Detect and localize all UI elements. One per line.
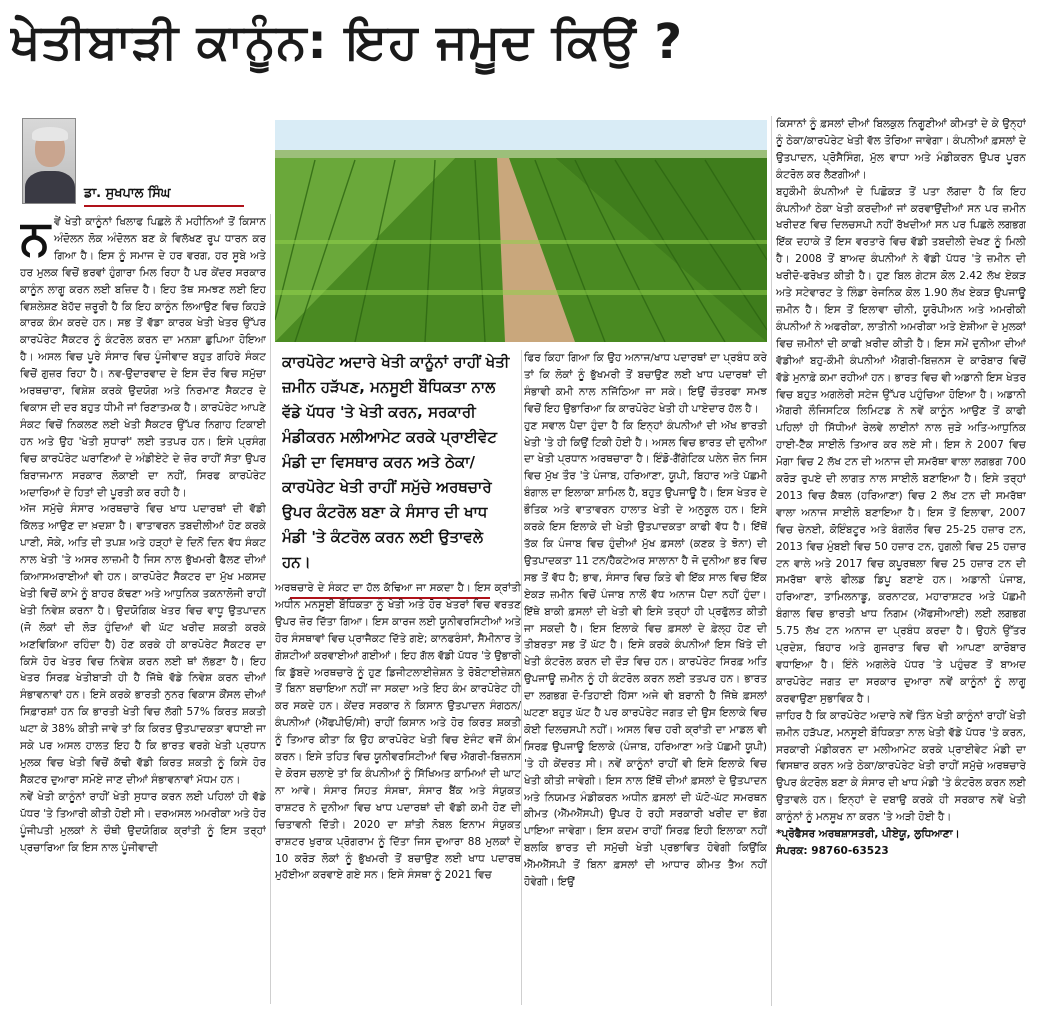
column-divider [270, 214, 271, 1004]
article-column-1 [20, 214, 266, 1004]
paragraph: ਨਵੇਂ ਖੇਤੀ ਕਾਨੂੰਨਾਂ ਰਾਹੀਂ ਖੇਤੀ ਸੁਧਾਰ ਕਰਨ ਲਈ ਪਹਿਲਾਂ ਹੀ ਵੱਡੇ ਪੱਧਰ 'ਤੇ ਤਿਆਰੀ ਕੀਤੀ ਹੋਈ ਸੀ। ਦਰਅਸਲ ਅਮਰੀਕਾ ਅਤੇ ਹੋਰ ਪੂੰਜੀਪਤੀ ਮੁਲਕਾਂ ਨੇ ਚੌਥੀ ਉਦਯੋਗਿਕ ਕ੍ਰਾਂਤੀ ਨੂੰ ਇਸ ਤਰ੍ਹਾਂ ਪ੍ਰਚਾਰਿਆ ਕਿ ਇਸ ਨਾਲ ਪੂੰਜੀਵਾਦੀ [20, 790, 266, 854]
drop-cap: ਨ [20, 214, 51, 266]
author-affiliation: *ਪ੍ਰੋਫੈਸਰ ਅਰਥਸ਼ਾਸਤਰੀ, ਪੀਏਯੂ, ਲੁਧਿਆਣਾ। [776, 828, 960, 841]
headline: ਖੇਤੀਬਾੜੀ ਕਾਨੂੰਨ: ਇਹ ਜਮੂਦ ਕਿਉਂ ? [10, 14, 684, 70]
paragraph: ਅਰਥਚਾਰੇ ਦੇ ਸੰਕਟ ਦਾ ਹੱਲ ਕੱਢਿਆ ਜਾ ਸਕਦਾ ਹੈ। ਇਸ ਕ੍ਰਾਂਤੀ ਅਧੀਨ ਮਨਸੂਈ ਬੌਧਿਕਤਾ ਨੂੰ ਖੇਤੀ ਅਤੇ ਹੋਰ ਖੇਤਰਾਂ ਵਿਚ ਵਰਤਣ ਉਪਰ ਜ਼ੋਰ ਦਿੱਤਾ ਗਿਆ। ਇਸ ਕਾਰਜ ਲਈ ਯੂਨੀਵਰਸਿਟੀਆਂ ਅਤੇ ਹੋਰ ਸੰਸਥਾਵਾਂ ਵਿਚ ਪ੍ਰਾਜੈਕਟ ਦਿੱਤੇ ਗਏ; ਕਾਨਫਰੰਸਾਂ, ਸੈਮੀਨਾਰ ਤੇ ਗੋਸ਼ਟੀਆਂ ਕਰਵਾਈਆਂ ਗਈਆਂ। ਇਹ ਗੱਲ ਵੱਡੀ ਪੱਧਰ 'ਤੇ ਉਭਾਰੀ ਕਿ ਡੁੱਬਦੇ ਅਰਥਚਾਰੇ ਨੂੰ ਹੁਣ ਡਿਜੀਟਲਾਈਜ਼ੇਸ਼ਨ ਤੇ ਰੋਬੋਟਾਈਜ਼ੇਸ਼ਨ ਤੋਂ ਬਿਨਾ ਬਚਾਇਆ ਨਹੀਂ ਜਾ ਸਕਦਾ ਅਤੇ ਇਹ ਕੰਮ ਕਾਰਪੋਰੇਟ ਹੀ ਕਰ ਸਕਦੇ ਹਨ। ਕੇਂਦਰ ਸਰਕਾਰ ਨੇ ਕਿਸਾਨ ਉਤਪਾਦਨ ਸੰਗਠਨ/ਕੰਪਨੀਆਂ (ਐੱਫਪੀਓ/ਸੀ) ਰਾਹੀਂ ਕਿਸਾਨ ਅਤੇ ਹੋਰ ਕਿਰਤ ਸ਼ਕਤੀ ਨੂੰ ਤਿਆਰ ਕੀਤਾ ਕਿ ਉਹ ਕਾਰਪੋਰੇਟ ਖੇਤੀ ਵਿਚ ਏਜੰਟ ਵਜੋਂ ਕੰਮ ਕਰਨ। ਇਸੇ ਤਹਿਤ ਵਿਚ ਯੂਨੀਵਰਸਿਟੀਆਂ ਵਿਚ ਐਗਰੀ-ਬਿਜ਼ਨਸ ਦੇ ਕੋਰਸ ਚਲਾਏ ਤਾਂ ਕਿ ਕੰਪਨੀਆਂ ਨੂੰ ਸਿੱਖਿਅਤ ਕਾਮਿਆਂ ਦੀ ਘਾਟ ਨਾ ਆਵੇ। ਸੰਸਾਰ ਸਿਹਤ ਸੰਸਥਾ, ਸੰਸਾਰ ਬੈਂਕ ਅਤੇ ਸੰਯੁਕਤ ਰਾਸ਼ਟਰ ਨੇ ਦੁਨੀਆ ਵਿਚ ਖਾਧ ਪਦਾਰਥਾਂ ਦੀ ਵੱਡੀ ਕਮੀ ਹੋਣ ਦੀ ਚਿਤਾਵਨੀ ਦਿੱਤੀ। 2020 ਦਾ ਸ਼ਾਂਤੀ ਨੋਬਲ ਇਨਾਮ ਸੰਯੁਕਤ ਰਾਸ਼ਟਰ ਖੁਰਾਕ ਪ੍ਰੋਗਰਾਮ ਨੂੰ ਦਿੱਤਾ ਜਿਸ ਦੁਆਰਾ 88 ਮੁਲਕਾਂ ਦੇ 10 ਕਰੋੜ ਲੋਕਾਂ ਨੂੰ ਭੁੱਖਮਰੀ ਤੋਂ ਬਚਾਉਣ ਲਈ ਖਾਧ ਪਦਾਰਥ ਮੁਹੱਈਆ ਕਰਵਾਏ ਗਏ ਸਨ। ਇਸੇ ਸੰਸਥਾ ਨੂੰ 2021 ਵਿਚ [275, 582, 521, 882]
paragraph: ਅੱਜ ਸਮੁੱਚੇ ਸੰਸਾਰ ਅਰਥਚਾਰੇ ਵਿਚ ਖਾਧ ਪਦਾਰਥਾਂ ਦੀ ਵੱਡੀ ਕਿੱਲਤ ਆਉਣ ਦਾ ਖ਼ਦਸ਼ਾ ਹੈ। ਵਾਤਾਵਰਨ ਤਬਦੀਲੀਆਂ ਹੋਣ ਕਰਕੇ ਪਾਣੀ, ਸੋਕੇ, ਅਤਿ ਦੀ ਤਪਸ਼ ਅਤੇ ਹੜ੍ਹਾਂ ਦੇ ਦਿਨੋਂ ਦਿਨ ਵੱਧ ਸੰਕਟ ਨਾਲ ਖੇਤੀ 'ਤੇ ਅਸਰ ਲਾਜ਼ਮੀ ਹੈ ਜਿਸ ਨਾਲ ਭੁੱਖਮਰੀ ਫੈਲਣ ਦੀਆਂ ਕਿਆਸਅਰਾਈਆਂ ਵੀ ਹਨ। ਕਾਰਪੋਰੇਟ ਸੈਕਟਰ ਦਾ ਮੁੱਖ ਮਕਸਦ ਖੇਤੀ ਵਿਚੋਂ ਕਾਮੇ ਨੂੰ ਬਾਹਰ ਕੱਢਣਾ ਅਤੇ ਆਧੁਨਿਕ ਤਕਨਾਲੋਜੀ ਰਾਹੀਂ ਖੇਤੀ ਨਿਵੇਸ਼ ਕਰਨਾ ਹੈ। ਉਦਯੋਗਿਕ ਖੇਤਰ ਵਿਚ ਵਾਧੂ ਉਤਪਾਦਨ (ਜੋ ਲੋਕਾਂ ਦੀ ਲੋੜ ਹੁੰਦਿਆਂ ਵੀ ਘੱਟ ਖਰੀਦ ਸ਼ਕਤੀ ਕਰਕੇ ਅਣਵਿਕਿਆ ਰਹਿੰਦਾ ਹੈ) ਹੋਣ ਕਰਕੇ ਹੀ ਕਾਰਪੋਰੇਟ ਸੈਕਟਰ ਦਾ ਕਿਸੇ ਹੋਰ ਖੇਤਰ ਵਿਚ ਨਿਵੇਸ਼ ਕਰਨ ਲਈ ਥਾਂ ਲੱਭਣਾ ਹੈ। ਇਹ ਖੇਤਰ ਸਿਰਫ਼ ਖੇਤੀਬਾੜੀ ਹੀ ਹੈ ਜਿੱਥੇ ਵੱਡੇ ਨਿਵੇਸ਼ ਕਰਨ ਦੀਆਂ ਸੰਭਾਵਨਾਵਾਂ ਹਨ। ਇਸੇ ਕਰਕੇ ਭਾਰਤੀ ਨੁਨਰ ਵਿਕਾਸ ਕੌਂਸਲ ਦੀਆਂ ਸਿਫ਼ਾਰਸ਼ਾਂ ਹਨ ਕਿ ਭਾਰਤੀ ਖੇਤੀ ਵਿਚ ਲੱਗੀ 57% ਕਿਰਤ ਸ਼ਕਤੀ ਘਟਾ ਕੇ 38% ਕੀਤੀ ਜਾਵੇ ਤਾਂ ਕਿ ਕਿਰਤ ਉਤਪਾਦਕਤਾ ਵਧਾਈ ਜਾ ਸਕੇ ਪਰ ਅਸਲ ਹਾਲਤ ਇਹ ਹੈ ਕਿ ਭਾਰਤ ਵਰਗੇ ਖੇਤੀ ਪ੍ਰਧਾਨ ਮੁਲਕ ਵਿਚ ਖੇਤੀ ਵਿਚੋਂ ਕੱਢੀ ਵੱਡੀ ਕਿਰਤ ਸ਼ਕਤੀ ਨੂੰ ਕਿਸੇ ਹੋਰ ਸੈਕਟਰ ਦੁਆਰਾ ਸਮੋਏ ਜਾਣ ਦੀਆਂ ਸੰਭਾਵਨਾਵਾਂ ਮੱਧਮ ਹਨ। [20, 503, 266, 786]
article-column-4 [776, 116, 1026, 1006]
column-divider [771, 116, 772, 1006]
paragraph: ਫਿਰ ਕਿਹਾ ਗਿਆ ਕਿ ਉਹ ਅਨਾਜ/ਖਾਧ ਪਦਾਰਥਾਂ ਦਾ ਪ੍ਰਬੰਧ ਕਰੇ ਤਾਂ ਕਿ ਲੋਕਾਂ ਨੂੰ ਭੁੱਖਮਰੀ ਤੋਂ ਬਚਾਉਣ ਲਈ ਖਾਧ ਪਦਾਰਥਾਂ ਦੀ ਸੰਭਾਵੀ ਕਮੀ ਨਾਲ ਨਜਿੱਠਿਆ ਜਾ ਸਕੇ। ਇਉਂ ਚੌਤਰਫਾ ਸਮਝ ਵਿਚੋਂ ਇਹ ਉਭਾਰਿਆ ਕਿ ਕਾਰਪੋਰੇਟ ਖੇਤੀ ਹੀ ਪਾਏਦਾਰ ਹੱਲ ਹੈ। [524, 352, 767, 415]
paragraph: ਕਿਸਾਨਾਂ ਨੂੰ ਫ਼ਸਲਾਂ ਦੀਆਂ ਬਿਲਕੁਲ ਨਿਗੂਣੀਆਂ ਕੀਮਤਾਂ ਦੇ ਕੇ ਉਨ੍ਹਾਂ ਨੂੰ ਠੇਕਾ/ਕਾਰਪੋਰੇਟ ਖੇਤੀ ਵੱਲ ਤੋਰਿਆ ਜਾਵੇਗਾ। ਕੰਪਨੀਆਂ ਫ਼ਸਲਾਂ ਦੇ ਉਤਪਾਦਨ, ਪ੍ਰੋਸੈਸਿੰਗ, ਮੁੱਲ ਵਾਧਾ ਅਤੇ ਮੰਡੀਕਰਨ ਉਪਰ ਪੂਰਨ ਕੰਟਰੋਲ ਕਰ ਲੈਣਗੀਆਂ। [776, 118, 1026, 181]
paragraph: ਵੇਂ ਖੇਤੀ ਕਾਨੂੰਨਾਂ ਖਿਲਾਫ ਪਿਛਲੇ ਨੌ ਮਹੀਨਿਆਂ ਤੋਂ ਕਿਸਾਨ ਅੰਦੋਲਨ ਲੋਕ ਅੰਦੋਲਨ ਬਣ ਕੇ ਵਿਲੱਖਣ ਰੂਪ ਧਾਰਨ ਕਰ ਗਿਆ ਹੈ। ਇਸ ਨੂੰ ਸਮਾਜ ਦੇ ਹਰ ਵਰਗ, ਹਰ ਸੂਬੇ ਅਤੇ ਹਰ ਮੁਲਕ ਵਿਚੋਂ ਭਰਵਾਂ ਹੁੰਗਾਰਾ ਮਿਲ ਰਿਹਾ ਹੈ ਪਰ ਕੇਂਦਰ ਸਰਕਾਰ ਕਾਨੂੰਨ ਲਾਗੂ ਕਰਨ ਲਈ ਬਜ਼ਿਦ ਹੈ। ਇਹ ਤੱਥ ਸਮਝਣ ਲਈ ਇਹ ਵਿਸ਼ਲੇਸ਼ਣ ਬੇਹੱਦ ਜ਼ਰੂਰੀ ਹੈ ਕਿ ਇਹ ਕਾਨੂੰਨ ਲਿਆਉਣ ਵਿਚ ਕਿਹੜੇ ਕਾਰਕ ਕੰਮ ਕਰਦੇ ਹਨ। ਸਭ ਤੋਂ ਵੱਡਾ ਕਾਰਕ ਖੇਤੀ ਖੇਤਰ ਉੱਪਰ ਕਾਰਪੋਰੇਟ ਸੈਕਟਰ ਨੂੰ ਕੰਟਰੋਲ ਕਰਨ ਦਾ ਮਨਸ਼ਾ ਛੁਪਿਆ ਹੋਇਆ ਹੈ। ਅਸਲ ਵਿਚ ਪੂਰੇ ਸੰਸਾਰ ਵਿਚ ਪੂੰਜੀਵਾਦ ਬਹੁਤ ਗਹਿਰੇ ਸੰਕਟ ਵਿਚੋਂ ਗੁਜ਼ਰ ਰਿਹਾ ਹੈ। ਨਵ-ਉਦਾਰਵਾਦ ਦੇ ਇਸ ਦੌਰ ਵਿਚ ਸਮੁੱਚਾ ਅਰਥਚਾਰਾ, ਵਿਸ਼ੇਸ਼ ਕਰਕੇ ਉਦਯੋਗ ਅਤੇ ਨਿਰਮਾਣ ਸੈਕਟਰ ਦੇ ਵਿਕਾਸ ਦੀ ਦਰ ਬਹੁਤ ਧੀਮੀ ਜਾਂ ਰਿਣਾਤਮਕ ਹੈ। ਕਾਰਪੋਰੇਟ ਆਪਣੇ ਸੰਕਟ ਵਿਚੋਂ ਨਿਕਲਣ ਲਈ ਖੇਤੀ ਸੈਕਟਰ ਉੱਪਰ ਨਿਗਾਹ ਟਿਕਾਈ ਹਨ ਅਤੇ ਉਹ 'ਖੇਤੀ ਸੁਧਾਰਾਂ' ਲਈ ਤਤਪਰ ਹਨ। ਇਸੇ ਪ੍ਰਸੰਗ ਵਿਚ ਕਾਰਪੋਰੇਟ ਘਰਾਣਿਆਂ ਦੇ ਅੰਡੀਏਟੇ ਦੇ ਜ਼ੋਰ ਰਾਹੀਂ ਸੱਤਾ ਉਪਰ ਬਿਰਾਜਮਾਨ ਸਰਕਾਰ ਲੋਕਾਈ ਦਾ ਨਹੀਂ, ਸਿਰਫ ਕਾਰਪੋਰੇਟ ਅਦਾਰਿਆਂ ਦੇ ਹਿਤਾਂ ਦੀ ਪੂਰਤੀ ਕਰ ਰਹੀ ਹੈ। [20, 216, 266, 499]
farm-field-photo [275, 120, 767, 342]
author-byline: ਡਾ. ਸੁਖਪਾਲ ਸਿੰਘ [84, 186, 171, 201]
column-divider [521, 350, 522, 1005]
byline-rule [84, 205, 244, 207]
contact-number: ਸੰਪਰਕ: 98760-63523 [776, 844, 889, 857]
paragraph: ਹੁਣ ਸਵਾਲ ਪੈਦਾ ਹੁੰਦਾ ਹੈ ਕਿ ਇਨ੍ਹਾਂ ਕੰਪਨੀਆਂ ਦੀ ਅੱਖ ਭਾਰਤੀ ਖੇਤੀ 'ਤੇ ਹੀ ਕਿਉਂ ਟਿਕੀ ਹੋਈ ਹੈ। ਅਸਲ ਵਿਚ ਭਾਰਤ ਦੀ ਦੁਨੀਆ ਦਾ ਖੇਤੀ ਪ੍ਰਧਾਨ ਅਰਥਚਾਰਾ ਹੈ। ਇੰਡੋ-ਗੈਂਗੇਟਿਕ ਪਲੇਨ ਜ਼ੋਨ ਜਿਸ ਵਿਚ ਮੁੱਖ ਤੌਰ 'ਤੇ ਪੰਜਾਬ, ਹਰਿਆਣਾ, ਯੂਪੀ, ਬਿਹਾਰ ਅਤੇ ਪੱਛਮੀ ਬੰਗਾਲ ਦਾ ਇਲਾਕਾ ਸ਼ਾਮਿਲ ਹੈ, ਬਹੁਤ ਉਪਜਾਊ ਹੈ। ਇਸ ਖੇਤਰ ਦੇ ਭੌਤਿਕ ਅਤੇ ਵਾਤਾਵਰਨ ਹਾਲਾਤ ਖੇਤੀ ਦੇ ਅਨੁਕੂਲ ਹਨ। ਇਸੇ ਕਰਕੇ ਇਸ ਇਲਾਕੇ ਦੀ ਖੇਤੀ ਉਤਪਾਦਕਤਾ ਕਾਫੀ ਵੱਧ ਹੈ। ਇੱਥੋਂ ਤੱਕ ਕਿ ਪੰਜਾਬ ਵਿਚ ਹੁੰਦੀਆਂ ਮੁੱਖ ਫ਼ਸਲਾਂ (ਕਣਕ ਤੇ ਝੋਨਾ) ਦੀ ਉਤਪਾਦਕਤਾ 11 ਟਨ/ਹੈਕਟੇਅਰ ਸਾਲਾਨਾ ਹੈ ਜੋ ਦੁਨੀਆ ਭਰ ਵਿਚ ਸਭ ਤੋਂ ਵੱਧ ਹੈ; ਭਾਵ, ਸੰਸਾਰ ਵਿਚ ਕਿਤੇ ਵੀ ਇੱਕ ਸਾਲ ਵਿਚ ਇੱਕ ਏਕੜ ਜ਼ਮੀਨ ਵਿਚੋਂ ਪੰਜਾਬ ਨਾਲੋਂ ਵੱਧ ਅਨਾਜ ਪੈਦਾ ਨਹੀਂ ਹੁੰਦਾ। ਇੱਥੇ ਬਾਕੀ ਫ਼ਸਲਾਂ ਦੀ ਖੇਤੀ ਵੀ ਇਸੇ ਤਰ੍ਹਾਂ ਹੀ ਪ੍ਰਫੁੱਲਤ ਕੀਤੀ ਜਾ ਸਕਦੀ ਹੈ। ਇਸ ਇਲਾਕੇ ਵਿਚ ਫ਼ਸਲਾਂ ਦੇ ਫ਼ੇਲ੍ਹ ਹੋਣ ਦੀ ਤੀਬਰਤਾ ਸਭ ਤੋਂ ਘੱਟ ਹੈ। ਇਸੇ ਕਰਕੇ ਕੰਪਨੀਆਂ ਇਸ ਖਿੱਤੇ ਦੀ ਖੇਤੀ ਕੰਟਰੋਲ ਕਰਨ ਦੀ ਦੌੜ ਵਿਚ ਹਨ। ਕਾਰਪੋਰੇਟ ਸਿਰਫ਼ ਅਤਿ ਉਪਜਾਊ ਜ਼ਮੀਨ ਨੂੰ ਹੀ ਕੰਟਰੋਲ ਕਰਨ ਲਈ ਤਤਪਰ ਹਨ। ਭਾਰਤ ਦਾ ਲਗਭਗ ਦੋ-ਤਿਹਾਈ ਹਿੱਸਾ ਅਜੇ ਵੀ ਬਰਾਨੀ ਹੈ ਜਿੱਥੇ ਫ਼ਸਲਾਂ ਘਟਣਾ ਬਹੁਤ ਘੱਟ ਹੈ ਪਰ ਕਾਰਪੋਰੇਟ ਜਗਤ ਦੀ ਉਸ ਇਲਾਕੇ ਵਿਚ ਕੋਈ ਦਿਲਚਸਪੀ ਨਹੀਂ। ਅਸਲ ਵਿਚ ਹਰੀ ਕ੍ਰਾਂਤੀ ਦਾ ਮਾਡਲ ਵੀ ਸਿਰਫ਼ ਉਪਜਾਊ ਇਲਾਕੇ (ਪੰਜਾਬ, ਹਰਿਆਣਾ ਅਤੇ ਪੱਛਮੀ ਯੂਪੀ) 'ਤੇ ਹੀ ਕੇਂਦਰਤ ਸੀ। ਨਵੇਂ ਕਾਨੂੰਨਾਂ ਰਾਹੀਂ ਵੀ ਇਸੇ ਇਲਾਕੇ ਵਿਚ ਖੇਤੀ ਕੀਤੀ ਜਾਵੇਗੀ। ਇਸ ਨਾਲ ਇੱਥੋਂ ਦੀਆਂ ਫ਼ਸਲਾਂ ਦੇ ਉਤਪਾਦਨ ਅਤੇ ਨਿਯਮਤ ਮੰਡੀਕਰਨ ਅਧੀਨ ਫ਼ਸਲਾਂ ਦੀ ਘੱਟੋ-ਘੱਟ ਸਮਰਥਨ ਕੀਮਤ (ਐੱਮਐੱਸਪੀ) ਉਪਰ ਹੋ ਰਹੀ ਸਰਕਾਰੀ ਖਰੀਦ ਦਾ ਭੋਗ ਪਾਇਆ ਜਾਵੇਗਾ। ਇਸ ਕਦਮ ਰਾਹੀਂ ਸਿਰਫ਼ ਇਹੀ ਇਲਾਕਾ ਨਹੀਂ ਬਲਕਿ ਭਾਰਤ ਦੀ ਸਮੁੱਚੀ ਖੇਤੀ ਪ੍ਰਭਾਵਿਤ ਹੋਵੇਗੀ ਕਿਉਂਕਿ ਐੱਮਐੱਸਪੀ ਤੋਂ ਬਿਨਾ ਫ਼ਸਲਾਂ ਦੀ ਆਧਾਰ ਕੀਮਤ ਤੈਅ ਨਹੀਂ ਹੋਵੇਗੀ। ਇਉਂ [524, 419, 767, 889]
article-column-2 [275, 580, 521, 1010]
article-column-3 [524, 350, 767, 1010]
pull-quote: ਕਾਰਪੋਰੇਟ ਅਦਾਰੇ ਖੇਤੀ ਕਾਨੂੰਨਾਂ ਰਾਹੀਂ ਖੇਤੀ ਜ਼ਮੀਨ ਹੜੱਪਣ, ਮਨਸੂਈ ਬੌਧਿਕਤਾ ਨਾਲ ਵੱਡੇ ਪੱਧਰ 'ਤੇ ਖੇਤੀ ਕਰਨ, ਸਰਕਾਰੀ ਮੰਡੀਕਰਨ ਮਲੀਆਮੇਟ ਕਰਕੇ ਪ੍ਰਾਈਵੇਟ ਮੰਡੀ ਦਾ ਵਿਸਥਾਰ ਕਰਨ ਅਤੇ ਠੇਕਾ/ਕਾਰਪੋਰੇਟ ਖੇਤੀ ਰਾਹੀਂ ਸਮੁੱਚੇ ਅਰਥਚਾਰੇ ਉਪਰ ਕੰਟਰੋਲ ਬਣਾ ਕੇ ਸੰਸਾਰ ਦੀ ਖਾਧ ਮੰਡੀ 'ਤੇ ਕੰਟਰੋਲ ਕਰਨ ਲਈ ਉਤਾਵਲੇ ਹਨ। [282, 353, 510, 571]
paragraph: ਬਹੁਕੌਮੀ ਕੰਪਨੀਆਂ ਦੇ ਪਿਛੋਕੜ ਤੋਂ ਪਤਾ ਲੱਗਦਾ ਹੈ ਕਿ ਇਹ ਕੰਪਨੀਆਂ ਠੇਕਾ ਖੇਤੀ ਕਰਦੀਆਂ ਜਾਂ ਕਰਵਾਉਂਦੀਆਂ ਸਨ ਪਰ ਜ਼ਮੀਨ ਖਰੀਦਣ ਵਿਚ ਦਿਲਚਸਪੀ ਨਹੀਂ ਰੱਖਦੀਆਂ ਸਨ ਪਰ ਪਿਛਲੇ ਲਗਭਗ ਇੱਕ ਦਹਾਕੇ ਤੋਂ ਇਸ ਵਰਤਾਰੇ ਵਿਚ ਵੱਡੀ ਤਬਦੀਲੀ ਦੇਖਣ ਨੂੰ ਮਿਲੀ ਹੈ। 2008 ਤੋਂ ਬਾਅਦ ਕੰਪਨੀਆਂ ਨੇ ਵੱਡੀ ਪੱਧਰ 'ਤੇ ਜ਼ਮੀਨ ਦੀ ਖਰੀਦੋ-ਫਰੋਖਤ ਕੀਤੀ ਹੈ। ਹੁਣ ਬਿਲ ਗੇਟਸ ਕੋਲ 2.42 ਲੱਖ ਏਕੜ ਅਤੇ ਸਟੇਵਾਰਟ ਤੇ ਲਿੰਡਾ ਰੇਜਨਿਕ ਕੋਲ 1.90 ਲੱਖ ਏਕੜ ਉਪਜਾਊ ਜ਼ਮੀਨ ਹੈ। ਇਸ ਤੋਂ ਇਲਾਵਾ ਚੀਨੀ, ਯੂਰੋਪੀਅਨ ਅਤੇ ਅਮਰੀਕੀ ਕੰਪਨੀਆਂ ਨੇ ਅਫਰੀਕਾ, ਲਾਤੀਨੀ ਅਮਰੀਕਾ ਅਤੇ ਏਸ਼ੀਆ ਦੇ ਮੁਲਕਾਂ ਵਿਚ ਜ਼ਮੀਨਾਂ ਦੀ ਕਾਫੀ ਖ਼ਰੀਦ ਕੀਤੀ ਹੈ। ਇਸ ਸਮੇਂ ਦੁਨੀਆ ਦੀਆਂ ਵੱਡੀਆਂ ਬਹੁ-ਕੌਮੀ ਕੰਪਨੀਆਂ ਐਗਰੀ-ਬਿਜ਼ਨਸ ਦੇ ਕਾਰੋਬਾਰ ਵਿਚੋਂ ਵੱਡੇ ਮੁਨਾਫ਼ੇ ਕਮਾ ਰਹੀਆਂ ਹਨ। ਭਾਰਤ ਵਿਚ ਵੀ ਅਡਾਨੀ ਇਸ ਖੇਤਰ ਵਿਚ ਬਹੁਤ ਅਗਲੇਰੀ ਸਟੇਜ ਉੱਪਰ ਪਹੁੰਚਿਆ ਹੋਇਆ ਹੈ। ਅਡਾਨੀ ਐਗਰੀ ਲੌਜਿਸਟਿਕ ਲਿਮਿਟਡ ਨੇ ਨਵੇਂ ਕਾਨੂੰਨ ਆਉਣ ਤੋਂ ਕਾਫੀ ਪਹਿਲਾਂ ਹੀ ਸਿੱਧੀਆਂ ਰੇਲਵੇ ਲਾਈਨਾਂ ਨਾਲ ਜੁੜੇ ਅਤਿ-ਆਧੁਨਿਕ ਹਾਈ-ਟੈੱਕ ਸਾਈਲੋ ਤਿਆਰ ਕਰ ਲਏ ਸੀ। ਇਸ ਨੇ 2007 ਵਿਚ ਮੋਗਾ ਵਿਚ 2 ਲੱਖ ਟਨ ਦੀ ਅਨਾਜ ਦੀ ਸਮਰੱਥਾ ਵਾਲਾ ਲਗਭਗ 700 ਕਰੋੜ ਰੁਪਏ ਦੀ ਲਾਗਤ ਨਾਲ ਸਾਈਲੋ ਬਣਾਇਆ ਹੈ। ਇਸੇ ਤਰ੍ਹਾਂ 2013 ਵਿਚ ਕੈਥਲ (ਹਰਿਆਣਾ) ਵਿਚ 2 ਲੱਖ ਟਨ ਦੀ ਸਮਰੱਥਾ ਵਾਲਾ ਅਨਾਜ ਸਾਈਲੋ ਬਣਾਇਆ ਹੈ। ਇਸ ਤੋਂ ਇਲਾਵਾ, 2007 ਵਿਚ ਚੇਨਈ, ਕੋਇੰਬਟੂਰ ਅਤੇ ਬੰਗਲੌਰ ਵਿਚ 25-25 ਹਜ਼ਾਰ ਟਨ, 2013 ਵਿਚ ਮੁੰਬਈ ਵਿਚ 50 ਹਜ਼ਾਰ ਟਨ, ਹੁਗਲੀ ਵਿਚ 25 ਹਜ਼ਾਰ ਟਨ ਵਾਲੇ ਅਤੇ 2017 ਵਿਚ ਕਪੂਰਥਲਾ ਵਿਚ 25 ਹਜ਼ਾਰ ਟਨ ਦੀ ਸਮਰੱਥਾ ਵਾਲੇ ਫੀਲਡ ਡਿਪੂ ਬਣਾਏ ਹਨ। ਅਡਾਨੀ ਪੰਜਾਬ, ਹਰਿਆਣਾ, ਤਾਮਿਲਨਾਡੂ, ਕਰਨਾਟਕ, ਮਹਾਰਾਸ਼ਟਰ ਅਤੇ ਪੱਛਮੀ ਬੰਗਾਲ ਵਿਚ ਭਾਰਤੀ ਖਾਧ ਨਿਗਮ (ਐੱਫਸੀਆਈ) ਲਈ ਲਗਭਗ 5.75 ਲੱਖ ਟਨ ਅਨਾਜ ਦਾ ਪ੍ਰਬੰਧ ਕਰਦਾ ਹੈ। ਉਹਨੇ ਉੱਤਰ ਪ੍ਰਦੇਸ਼, ਬਿਹਾਰ ਅਤੇ ਗੁਜਰਾਤ ਵਿਚ ਵੀ ਆਪਣਾ ਕਾਰੋਬਾਰ ਵਧਾਇਆ ਹੈ। ਇੰਨੇ ਅਗਲੇਰੇ ਪੱਧਰ 'ਤੇ ਪਹੁੰਚਣ ਤੋਂ ਬਾਅਦ ਕਾਰਪੋਰੇਟ ਜਗਤ ਦਾ ਸਰਕਾਰ ਦੁਆਰਾ ਨਵੇਂ ਕਾਨੂੰਨਾਂ ਨੂੰ ਲਾਗੂ ਕਰਵਾਉਣਾ ਸੁਭਾਵਿਕ ਹੈ। [776, 185, 1026, 705]
paragraph: ਜ਼ਾਹਿਰ ਹੈ ਕਿ ਕਾਰਪੋਰੇਟ ਅਦਾਰੇ ਨਵੇਂ ਤਿੰਨ ਖੇਤੀ ਕਾਨੂੰਨਾਂ ਰਾਹੀਂ ਖੇਤੀ ਜ਼ਮੀਨ ਹੜੱਪਣ, ਮਨਸੂਈ ਬੌਧਿਕਤਾ ਨਾਲ ਖੇਤੀ ਵੱਡੇ ਪੱਧਰ 'ਤੇ ਕਰਨ, ਸਰਕਾਰੀ ਮੰਡੀਕਰਨ ਦਾ ਮਲੀਆਮੇਟ ਕਰਕੇ ਪ੍ਰਾਈਵੇਟ ਮੰਡੀ ਦਾ ਵਿਸਥਾਰ ਕਰਨ ਅਤੇ ਠੇਕਾ/ਕਾਰਪੋਰੇਟ ਖੇਤੀ ਰਾਹੀਂ ਸਮੁੱਚੇ ਅਰਥਚਾਰੇ ਉਪਰ ਕੰਟਰੋਲ ਬਣਾ ਕੇ ਸੰਸਾਰ ਦੀ ਖਾਧ ਮੰਡੀ 'ਤੇ ਕੰਟਰੋਲ ਕਰਨ ਲਈ ਉਤਾਵਲੇ ਹਨ। ਇਨ੍ਹਾਂ ਦੇ ਦਬਾਉ ਕਰਕੇ ਹੀ ਸਰਕਾਰ ਨਵੇਂ ਖੇਤੀ ਕਾਨੂੰਨਾਂ ਨੂੰ ਮਨਸੂਖ ਨਾ ਕਰਨ 'ਤੇ ਅੜੀ ਹੋਈ ਹੈ। [776, 709, 1026, 824]
author-photo [22, 118, 76, 204]
